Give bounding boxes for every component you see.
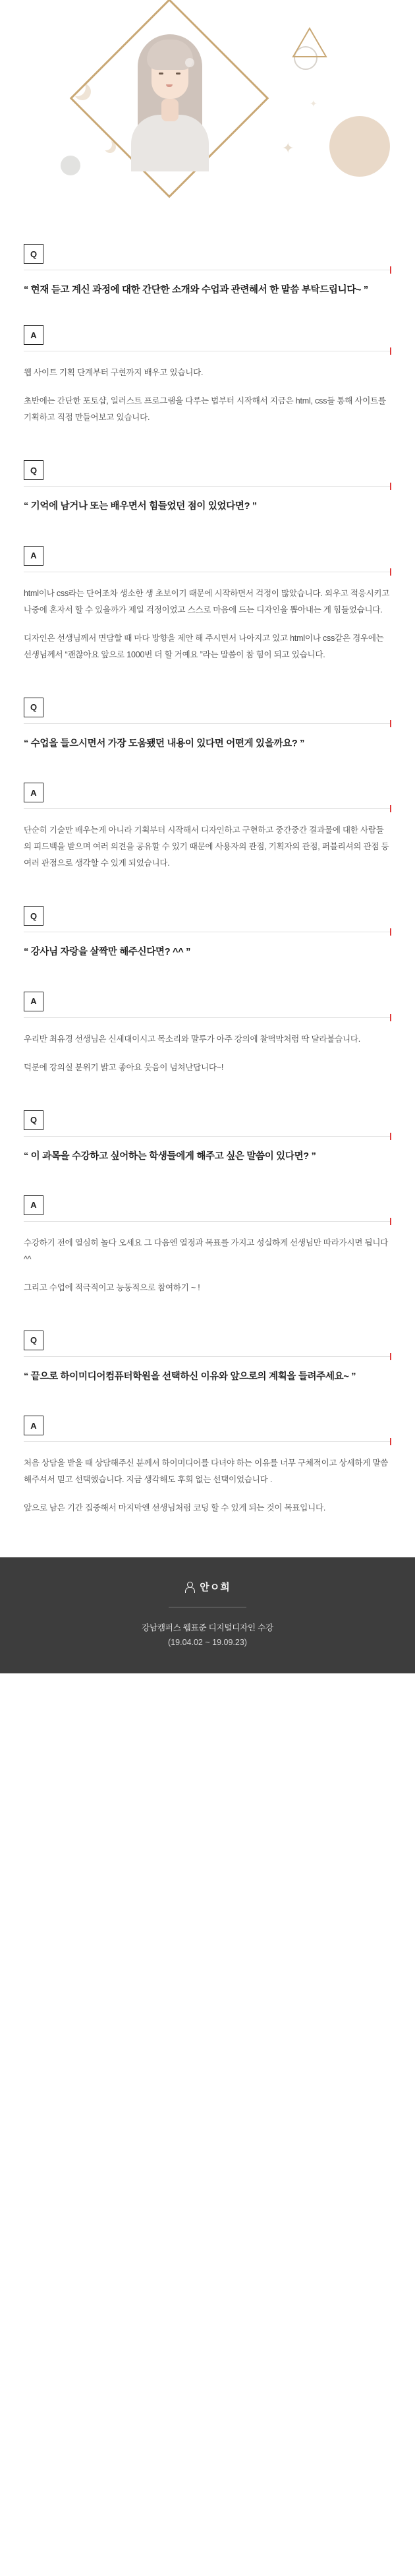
- answer-body: [24, 1235, 391, 1296]
- answer-badge: A: [24, 546, 43, 566]
- answer-divider: [24, 1221, 391, 1222]
- question-divider: [24, 723, 391, 724]
- question-divider: [24, 486, 391, 487]
- answer-paragraph: 우리반 최유경 선생님은 신세대이시고 목소리와 말투가 아주 강의에 찰떡막처럼 딱 달라붙습니다.: [24, 1034, 361, 1044]
- crescent-moon-small-icon: [100, 138, 112, 150]
- question-badge: Q: [24, 1331, 43, 1350]
- question-badge: Q: [24, 906, 43, 926]
- portrait-body: [131, 115, 209, 171]
- answer-paragraph: 디자인은 선생님께서 면담할 때 마다 방향을 제안 해 주시면서 나아지고 있고 html이나 css같은 경우에는 선생님께서 “괜찮아요 앞으로 1000번 더 할 거예요 ”라는 말씀이 참 힘이 되고 있습니다.: [24, 633, 384, 659]
- question-badge-row: [24, 460, 391, 480]
- triangle-outline-decoration: [274, 26, 308, 54]
- qa-block: [0, 460, 415, 667]
- star-icon: ✦: [282, 140, 294, 156]
- answer-divider: [24, 1017, 391, 1018]
- portrait-eye-left: [159, 73, 163, 75]
- answer-badge: A: [24, 783, 43, 802]
- answer-paragraph: 처음 상담을 받을 때 상담해주신 분께서 하이미디어를 다녀야 하는 이유를 너무 구체적이고 상세하게 말씀해주셔서 믿고 선택했습니다. 지금 생각해도 후회 없는 선택이었습니다 .: [24, 1458, 389, 1485]
- ring-outline-decoration: [294, 46, 318, 70]
- question-badge-row: [24, 1331, 391, 1350]
- answer-badge-row: [24, 1416, 391, 1435]
- answer-section: [24, 1416, 391, 1520]
- answer-paragraph: 앞으로 남은 기간 집중해서 마지막엔 선생님처럼 코딩 할 수 있게 되는 것이 목표입니다.: [24, 1503, 326, 1513]
- grey-circle-decoration: [61, 156, 80, 175]
- question-text: “ 현재 듣고 계신 과정에 대한 간단한 소개와 수업과 관련해서 한 말씀 부탁드립니다~ ”: [24, 285, 368, 295]
- student-name-row: [13, 1580, 402, 1594]
- answer-paragraph: 그리고 수업에 적극적이고 능동적으로 참여하기 ~ !: [24, 1282, 200, 1292]
- student-portrait: [127, 16, 213, 171]
- answer-section: [24, 1195, 391, 1300]
- answer-badge: A: [24, 325, 43, 345]
- answer-body: [24, 365, 391, 426]
- qa-block: [0, 1331, 415, 1520]
- answer-body: [24, 585, 391, 663]
- portrait-eye-right: [176, 73, 180, 75]
- answer-divider: [24, 808, 391, 809]
- question-badge-row: [24, 1110, 391, 1130]
- question-text: “ 기억에 남거나 또는 배우면서 힘들었던 점이 있었다면? ”: [24, 501, 257, 512]
- question-badge: Q: [24, 460, 43, 480]
- answer-section: [24, 325, 391, 430]
- answer-section: [24, 783, 391, 876]
- question-badge-row: [24, 698, 391, 717]
- question-text: “ 수업을 들으시면서 가장 도움됐던 내용이 있다면 어떤게 있을까요? ”: [24, 738, 305, 749]
- question-text: “ 끝으로 하이미디어컴퓨터학원을 선택하신 이유와 앞으로의 계획을 들려주세요~ ”: [24, 1371, 356, 1382]
- answer-paragraph: 덕분에 강의실 분위기 밝고 좋아요 웃음이 넘쳐난답니다~!: [24, 1062, 224, 1072]
- answer-badge-row: [24, 992, 391, 1011]
- portrait-highlight: [185, 58, 194, 67]
- question-divider: [24, 1356, 391, 1357]
- answer-paragraph: 수강하기 전에 열심히 놀다 오세요 그 다음엔 열정과 목표를 가지고 성실하게 선생님만 따라가시면 됩니다 ^^: [24, 1238, 389, 1264]
- star-small-icon: ✦: [310, 98, 318, 109]
- qa-block: [0, 698, 415, 876]
- hero-banner: [0, 0, 415, 218]
- answer-paragraph: 초반에는 간단한 포토샵, 일러스트 프로그램을 다루는 법부터 시작해서 지금은 html, css들 통해 사이트를 기획하고 직접 만들어보고 있습니다.: [24, 396, 386, 423]
- question-badge: Q: [24, 698, 43, 717]
- qa-block: [0, 1110, 415, 1300]
- crescent-moon-icon: [69, 79, 86, 96]
- portrait-neck: [161, 99, 179, 121]
- answer-paragraph: html이나 css라는 단어조차 생소한 생 초보이기 때문에 시작하면서 걱정이 많았습니다. 외우고 적응시키고 나중에 혼자서 할 수 있을까가 제일 걱정이었고 스스로 마음에 드는 디자인을 뽑아내는 게 힘들었습니다.: [24, 588, 390, 614]
- answer-section: [24, 546, 391, 667]
- question-badge: Q: [24, 244, 43, 264]
- answer-section: [24, 992, 391, 1080]
- question-badge-row: [24, 244, 391, 264]
- answer-badge-row: [24, 1195, 391, 1215]
- qa-block: [0, 906, 415, 1079]
- answer-badge-row: [24, 546, 391, 566]
- student-name: 안ㅇ희: [200, 1582, 231, 1594]
- answer-badge: A: [24, 1195, 43, 1215]
- answer-paragraph: 웹 사이트 기획 단계부터 구현까지 배우고 있습니다.: [24, 368, 204, 378]
- course-name: 강남캠퍼스 웹표준 디지털디자인 수강: [142, 1623, 273, 1633]
- question-text: “ 강사님 자랑을 살짝만 해주신다면? ^^ ”: [24, 947, 191, 958]
- answer-body: [24, 822, 391, 872]
- question-badge-row: [24, 906, 391, 926]
- beige-circle-decoration: [329, 116, 390, 177]
- course-period: (19.04.02 ~ 19.09.23): [168, 1638, 247, 1647]
- interview-qa-list: [0, 244, 415, 1520]
- question-badge: Q: [24, 1110, 43, 1130]
- answer-badge: A: [24, 992, 43, 1011]
- answer-badge-row: [24, 325, 391, 345]
- answer-divider: [24, 1441, 391, 1442]
- answer-badge-row: [24, 783, 391, 802]
- person-icon: [184, 1582, 194, 1592]
- question-divider: [24, 1136, 391, 1137]
- question-text: “ 이 과목을 수강하고 싶어하는 학생들에게 해주고 싶은 말씀이 있다면? ”: [24, 1151, 316, 1162]
- answer-badge: A: [24, 1416, 43, 1435]
- student-info-footer: [0, 1557, 415, 1673]
- answer-body: [24, 1031, 391, 1076]
- answer-paragraph: 단순히 기술만 배우는게 아니라 기획부터 시작해서 디자인하고 구현하고 중간중간 결과물에 대한 사람들의 피드백을 받으며 여러 의견을 공유할 수 있기 때문에 사용자의 관점, 기획자의 관점, 퍼블리셔의 관점 등 여러 관점으로 생각할 수 있게 되었습니다.: [24, 825, 389, 868]
- answer-body: [24, 1455, 391, 1516]
- qa-block: [0, 244, 415, 430]
